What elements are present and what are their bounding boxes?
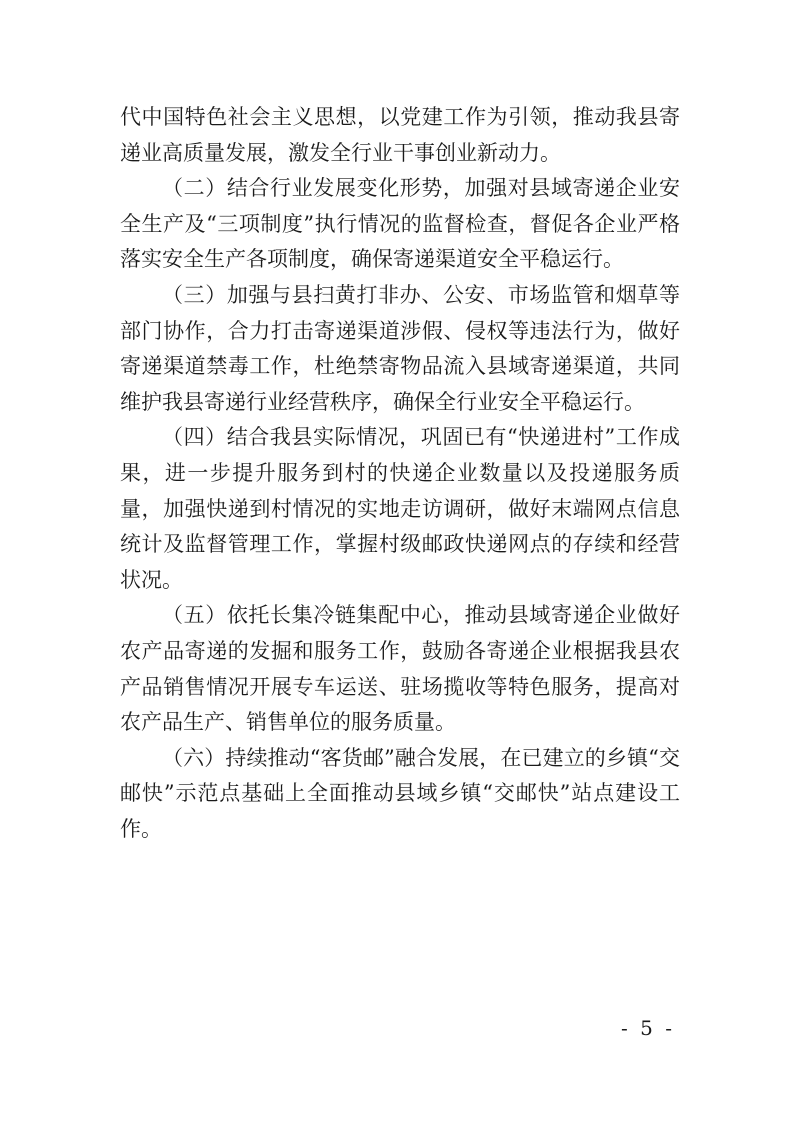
paragraph-item-2: （二）结合行业发展变化形势，加强对县域寄递企业安全生产及“三项制度”执行情况的监督检查，督促各企业严格落实安全生产各项制度，确保寄递渠道安全平稳运行。	[120, 176, 680, 272]
paragraph-item-6: （六）持续推动“客货邮”融合发展，在已建立的乡镇“交邮快”示范点基础上全面推动县域乡镇“交邮快”站点建设工作。	[120, 745, 680, 841]
paragraph-item-4: （四）结合我县实际情况，巩固已有“快递进村”工作成果，进一步提升服务到村的快递企业数量以及投递服务质量，加强快递到村情况的实地走访调研，做好末端网点信息统计及监督管理工作，掌握村级邮政快递网点的存续和经营状况。	[120, 425, 680, 592]
paragraph-item-3: （三）加强与县扫黄打非办、公安、市场监管和烟草等部门协作，合力打击寄递渠道涉假、侵权等违法行为，做好寄递渠道禁毒工作，杜绝禁寄物品流入县域寄递渠道，共同维护我县寄递行业经营秩序，确保全行业安全平稳运行。	[120, 282, 680, 414]
body-text	[120, 100, 680, 847]
paragraph-item-5: （五）依托长集冷链集配中心，推动县域寄递企业做好农产品寄递的发掘和服务工作，鼓励各寄递企业根据我县农产品销售情况开展专车运送、驻场揽收等特色服务，提高对农产品生产、销售单位的服务质量。	[120, 603, 680, 735]
page-number: - 5 -	[621, 1016, 675, 1040]
paragraph-continuation: 代中国特色社会主义思想，以党建工作为引领，推动我县寄递业高质量发展，激发全行业干事创业新动力。	[120, 105, 680, 165]
